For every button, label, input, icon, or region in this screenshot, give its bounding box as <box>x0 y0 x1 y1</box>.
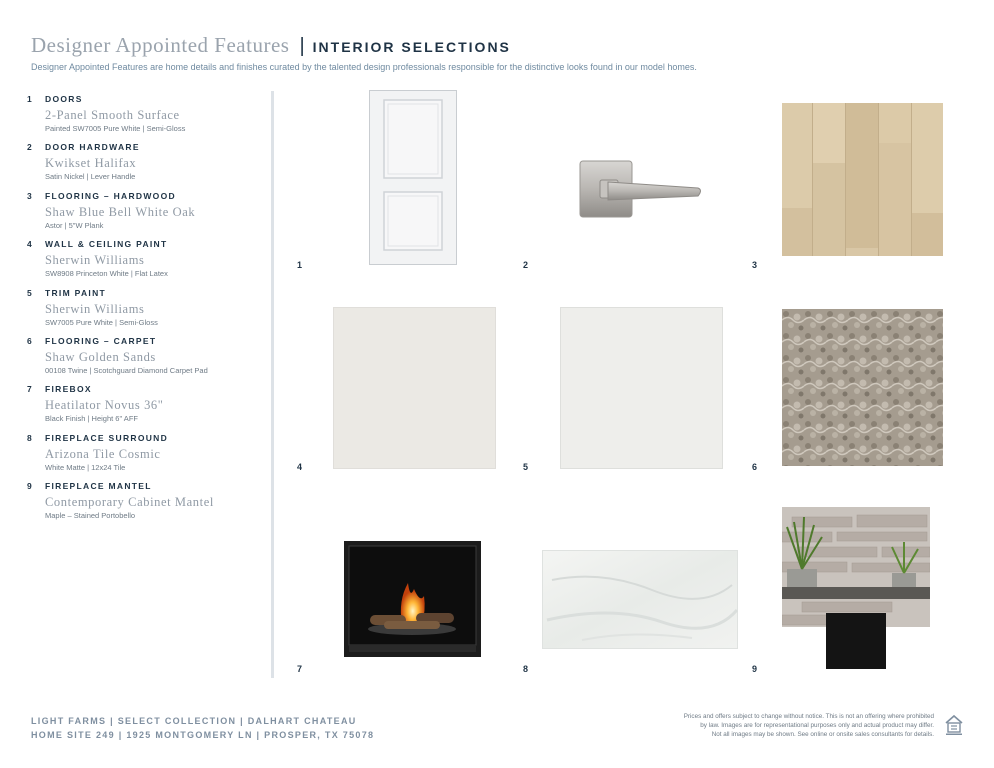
list-item <box>27 481 267 529</box>
swatch-number: 4 <box>297 462 303 472</box>
item-category: WALL & CEILING PAINT <box>45 239 168 250</box>
disclaimer-line: Not all images may be shown. See online or onsite sales consultants for details. <box>711 731 934 738</box>
item-category: DOOR HARDWARE <box>45 142 140 153</box>
item-number: 3 <box>27 190 32 201</box>
wall-paint-swatch <box>333 307 496 469</box>
swatch-number: 9 <box>752 664 758 674</box>
title-main: Designer Appointed Features <box>31 33 290 57</box>
item-number: 8 <box>27 432 32 443</box>
item-product: Shaw Golden Sands <box>45 349 156 364</box>
item-spec: Satin Nickel | Lever Handle <box>45 172 136 182</box>
list-item <box>27 142 267 190</box>
item-spec: SW8908 Princeton White | Flat Latex <box>45 269 168 279</box>
item-category: FIREBOX <box>45 384 92 395</box>
item-product: Sherwin Williams <box>45 301 145 316</box>
title-separator: | <box>299 35 305 57</box>
item-spec: Astor | 5"W Plank <box>45 220 104 230</box>
item-product: Kwikset Halifax <box>45 156 137 171</box>
hardwood-swatch-image <box>782 103 943 256</box>
item-number: 9 <box>27 481 32 492</box>
item-category: FLOORING – HARDWOOD <box>45 190 176 201</box>
item-number: 5 <box>27 287 32 298</box>
item-category: FLOORING – CARPET <box>45 335 157 346</box>
firebox-swatch-image <box>344 541 481 657</box>
fireplace-tile-swatch-image <box>542 550 738 649</box>
item-product: 2-Panel Smooth Surface <box>45 108 180 122</box>
list-item <box>27 288 267 336</box>
swatch-number: 8 <box>523 664 529 674</box>
swatch-number: 2 <box>523 260 529 270</box>
vertical-divider <box>271 91 274 678</box>
item-product: Heatilator Novus 36" <box>45 398 164 413</box>
item-number: 2 <box>27 142 32 153</box>
swatch-number: 5 <box>523 462 529 472</box>
footer-address <box>31 714 374 742</box>
list-item <box>27 384 267 432</box>
intro-text: Designer Appointed Features are home details and finishes curated by the talented design professionals responsible for the distinctive looks found in our model homes. <box>31 62 697 72</box>
carpet-swatch-image <box>782 309 943 466</box>
item-spec: Painted SW7005 Pure White | Semi-Gloss <box>45 124 186 133</box>
item-number: 7 <box>27 384 32 395</box>
item-spec: Maple – Stained Portobello <box>45 511 136 521</box>
list-item <box>27 239 267 287</box>
item-number: 1 <box>27 94 32 104</box>
list-item <box>27 191 267 239</box>
swatch-number: 7 <box>297 664 303 674</box>
footer-line-1: LIGHT FARMS | SELECT COLLECTION | DALHART CHATEAU <box>31 716 357 726</box>
item-category: FIREPLACE SURROUND <box>45 432 169 443</box>
item-product: Arizona Tile Cosmic <box>45 446 161 461</box>
equal-housing-opportunity-icon <box>944 714 964 736</box>
item-category: FIREPLACE MANTEL <box>45 481 152 492</box>
selection-list <box>27 94 267 530</box>
item-category: TRIM PAINT <box>45 287 107 298</box>
footer-disclaimer <box>684 712 934 739</box>
list-item <box>27 433 267 481</box>
item-spec: White Matte | 12x24 Tile <box>45 462 126 472</box>
list-item <box>27 94 267 142</box>
item-spec: SW7005 Pure White | Semi-Gloss <box>45 317 158 327</box>
door-swatch-image <box>369 90 457 265</box>
item-product: Shaw Blue Bell White Oak <box>45 204 196 219</box>
footer-line-2: HOME SITE 249 | 1925 MONTGOMERY LN | PROSPER, TX 75078 <box>31 730 375 740</box>
lever-handle-swatch-image <box>578 158 704 220</box>
item-product: Contemporary Cabinet Mantel <box>45 495 214 510</box>
list-item <box>27 336 267 384</box>
item-product: Sherwin Williams <box>45 253 145 268</box>
item-number: 6 <box>27 335 32 346</box>
page-title <box>31 33 511 58</box>
trim-paint-swatch <box>560 307 723 469</box>
item-number: 4 <box>27 239 32 250</box>
item-category: DOORS <box>45 94 83 104</box>
disclaimer-line: Prices and offers subject to change without notice. This is not an offering where prohibited <box>683 713 934 720</box>
swatch-number: 3 <box>752 260 758 270</box>
item-spec: 00108 Twine | Scotchguard Diamond Carpet Pad <box>45 365 208 375</box>
swatch-number: 1 <box>297 260 303 270</box>
title-subtitle: INTERIOR SELECTIONS <box>312 39 511 55</box>
swatch-number: 6 <box>752 462 758 472</box>
disclaimer-line: by law. Images are for representational purposes only and actual product may differ. <box>700 722 934 729</box>
mantel-swatch-image <box>782 507 930 669</box>
item-spec: Black Finish | Height 6" AFF <box>45 414 138 424</box>
